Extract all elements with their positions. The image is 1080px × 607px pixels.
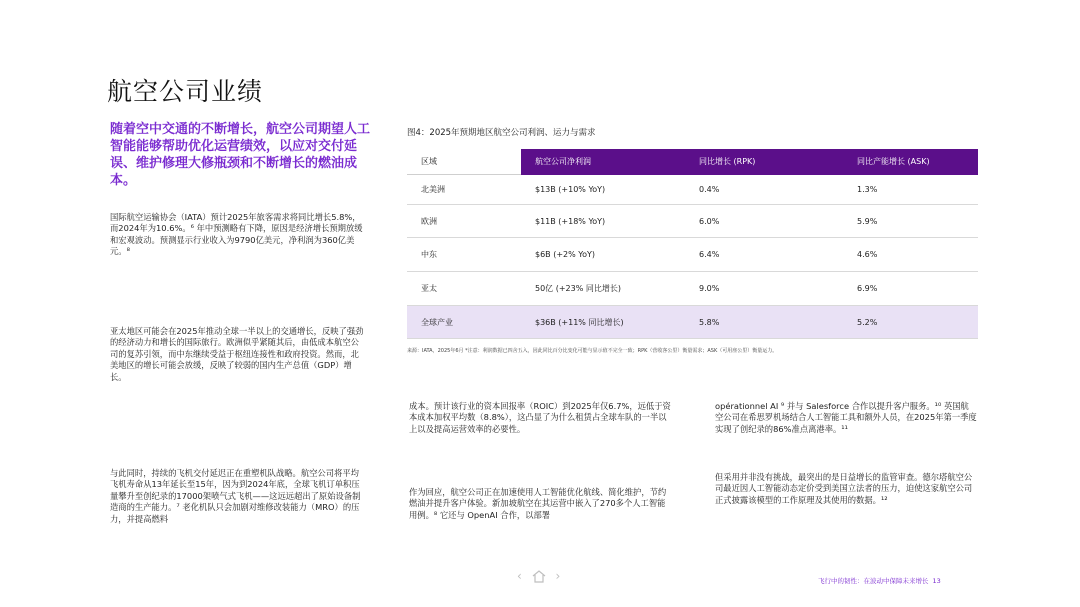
body-paragraph: 国际航空运输协会（IATA）预计2025年旅客需求将同比增长5.8%，而2024年为10.6%。⁶ 年中预测略有下降，原因是经济增长预期放缓和宏观波动。预测显示行业收入为9790亿美元，净利润为360亿美元。⁸: [110, 212, 363, 257]
cell-region: 中东: [407, 238, 521, 272]
cell-rpk: 9.0%: [685, 272, 843, 306]
cell-ask: 6.9%: [843, 272, 978, 306]
page-number: 13: [932, 577, 941, 585]
home-icon[interactable]: [532, 569, 546, 583]
figure-source-note: 来源：IATA，2025年6月 *注意：利润数据已四舍五入，因此同比百分比变化可能与显示值不完全一致；RPK（营收客公里）衡量需求；ASK（可用座公里）衡量运力。: [407, 348, 778, 354]
header-region: 区域: [407, 149, 521, 175]
table-row: [407, 205, 978, 238]
cell-ask: 5.2%: [843, 306, 978, 339]
body-paragraph: 但采用并非没有挑战，最突出的是日益增长的监管审查。德尔塔航空公司最近因人工智能动态定价受到美国立法者的压力，迫使这家航空公司正式披露该模型的工作原理及其使用的数据。¹²: [715, 472, 973, 505]
page-title: 航空公司业绩: [107, 77, 264, 106]
cell-net-profit: $11B (+18% YoY): [521, 205, 685, 238]
regional-performance-table: [407, 149, 978, 339]
cell-ask: 4.6%: [843, 238, 978, 272]
body-paragraph: 亚太地区可能会在2025年推动全球一半以上的交通增长，反映了强劲的经济动力和增长的国际旅行。欧洲似乎紧随其后，由低成本航空公司的复苏引领，而中东继续受益于枢纽连接性和政府投资。然而，北美地区的增长可能会放缓，反映了较弱的国内生产总值（GDP）增长。: [110, 326, 364, 382]
header-rpk-growth: 同比增长 (RPK): [685, 149, 843, 175]
lead-paragraph: 随着空中交通的不断增长，航空公司期望人工智能能够帮助优化运营绩效，以应对交付延误、维护修理大修瓶颈和不断增长的燃油成本。: [110, 122, 371, 188]
cell-rpk: 5.8%: [685, 306, 843, 339]
next-page-button[interactable]: ›: [555, 569, 561, 583]
footer-text: 飞行中的韧性：在波动中保障未来增长: [818, 577, 929, 585]
page-footer: [818, 576, 941, 585]
table-row: [407, 272, 978, 306]
table-row: [407, 175, 978, 205]
cell-net-profit: $6B (+2% YoY): [521, 238, 685, 272]
cell-rpk: 0.4%: [685, 175, 843, 205]
cell-region: 全球产业: [407, 306, 521, 339]
body-paragraph: 与此同时，持续的飞机交付延迟正在重塑机队战略。航空公司将平均飞机寿命从13年延长至15年，因为到2024年底，全球飞机订单积压量攀升至创纪录的17000架喷气式飞机——这远远超出了原始设备制造商的生产能力。⁷ 老化机队只会加剧对维修改装能力（MRO）的压力，并提高燃料: [110, 468, 361, 524]
body-paragraph: 成本。预计该行业的资本回报率（ROIC）到2025年仅6.7%，远低于资本成本加权平均数（8.8%），这凸显了为什么租赁占全球车队的一半以上以及提高运营效率的必要性。: [409, 401, 671, 434]
header-net-profit: 航空公司净利润: [521, 149, 685, 175]
cell-net-profit: 50亿 (+23% 同比增长): [521, 272, 685, 306]
body-paragraph: opérationnel AI ⁹ 并与 Salesforce 合作以提升客户服务。¹⁰ 英国航空公司在希思罗机场结合人工智能工具和额外人员，在2025年第一季度实现了创纪录的86%准点离港率。¹¹: [715, 401, 977, 434]
table-row: [407, 238, 978, 272]
cell-ask: 5.9%: [843, 205, 978, 238]
cell-region: 北美洲: [407, 175, 521, 205]
page-navigation: [517, 569, 566, 583]
header-ask-growth: 同比产能增长 (ASK): [843, 149, 978, 175]
cell-rpk: 6.4%: [685, 238, 843, 272]
cell-net-profit: $36B (+11% 同比增长): [521, 306, 685, 339]
body-paragraph: 作为回应，航空公司正在加速使用人工智能优化航线、简化维护，节约燃油并提升客户体验。新加坡航空在其运营中嵌入了270多个人工智能用例。⁸ 它还与 OpenAI 合作，以部署: [409, 487, 667, 520]
table-header-row: [407, 149, 978, 175]
cell-region: 欧洲: [407, 205, 521, 238]
cell-net-profit: $13B (+10% YoY): [521, 175, 685, 205]
cell-region: 亚太: [407, 272, 521, 306]
figure-caption: 图4：2025年预期地区航空公司利润、运力与需求: [407, 128, 596, 138]
cell-rpk: 6.0%: [685, 205, 843, 238]
cell-ask: 1.3%: [843, 175, 978, 205]
table-row-global-total: [407, 306, 978, 339]
prev-page-button[interactable]: ‹: [517, 569, 522, 583]
